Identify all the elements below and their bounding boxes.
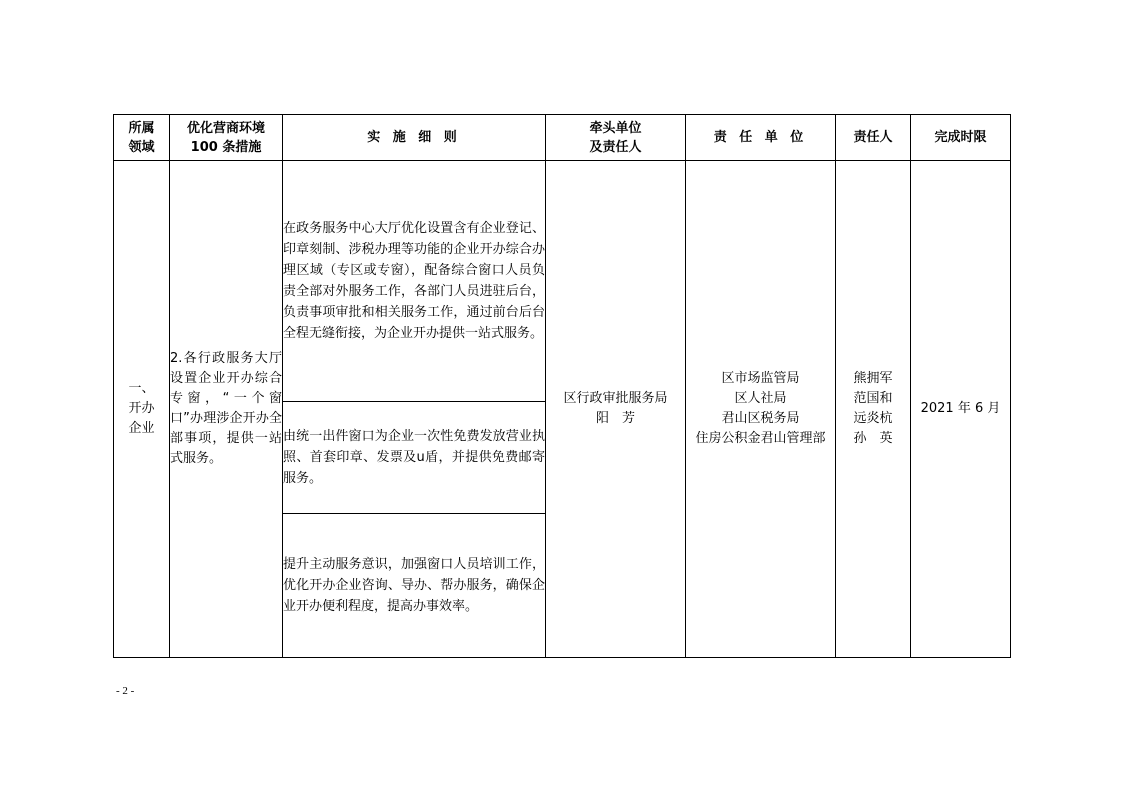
header-lead-line1: 牵头单位: [589, 120, 642, 136]
measure-cell: 2.各行政服务大厅设置企业开办综合专窗，“一个窗口”办理涉企开办全部事项，提供一站式服务。: [170, 161, 283, 658]
deadline-cell: 2021 年 6 月: [911, 161, 1011, 658]
header-domain-line1: 所属: [128, 120, 155, 136]
person-3: 远炎杭: [853, 411, 893, 426]
lead-unit: 区行政审批服务局: [563, 391, 668, 406]
header-resp: 责 任 单 位: [686, 115, 836, 161]
domain-line2: 开办: [128, 401, 155, 416]
person-cell: [836, 161, 911, 658]
detail-cell-1: 在政务服务中心大厅优化设置含有企业登记、印章刻制、涉税办理等功能的企业开办综合办理区域（专区或专窗），配备综合窗口人员负责全部对外服务工作，各部门人员进驻后台，负责事项审批和相关服务工作，通过前台后台全程无缝衔接，为企业开办提供一站式服务。: [283, 161, 546, 402]
resp-unit-2: 区人社局: [734, 391, 787, 406]
lead-person: 阳 芳: [595, 411, 635, 426]
domain-line3: 企业: [128, 421, 155, 436]
measures-table: [113, 114, 1011, 658]
detail-cell-2: 由统一出件窗口为企业一次性免费发放营业执照、首套印章、发票及u盾，并提供免费邮寄服务。: [283, 402, 546, 514]
resp-unit-1: 区市场监管局: [721, 371, 800, 386]
header-lead-line2: 及责任人: [589, 139, 642, 155]
domain-line1: 一、: [128, 381, 155, 396]
header-domain: [114, 115, 170, 161]
person-4: 孙 英: [853, 431, 893, 446]
resp-unit-3: 君山区税务局: [721, 411, 800, 426]
header-lead: [546, 115, 686, 161]
header-measure: [170, 115, 283, 161]
resp-unit-4: 住房公积金君山管理部: [695, 431, 826, 446]
header-deadline: 完成时限: [911, 115, 1011, 161]
header-domain-line2: 领域: [128, 139, 155, 155]
page-number: - 2 -: [116, 685, 135, 697]
detail-cell-3: 提升主动服务意识，加强窗口人员培训工作，优化开办企业咨询、导办、帮办服务，确保企业开办便利程度，提高办事效率。: [283, 514, 546, 658]
header-measure-line1: 优化营商环境: [186, 120, 265, 136]
table-row: [114, 161, 1011, 402]
header-person: 责任人: [836, 115, 911, 161]
lead-cell: [546, 161, 686, 658]
header-measure-line2: 100 条措施: [190, 139, 262, 155]
person-2: 范国和: [853, 391, 893, 406]
header-row: [114, 115, 1011, 161]
person-1: 熊拥军: [853, 371, 893, 386]
domain-cell: [114, 161, 170, 658]
resp-cell: [686, 161, 836, 658]
header-detail: 实 施 细 则: [283, 115, 546, 161]
